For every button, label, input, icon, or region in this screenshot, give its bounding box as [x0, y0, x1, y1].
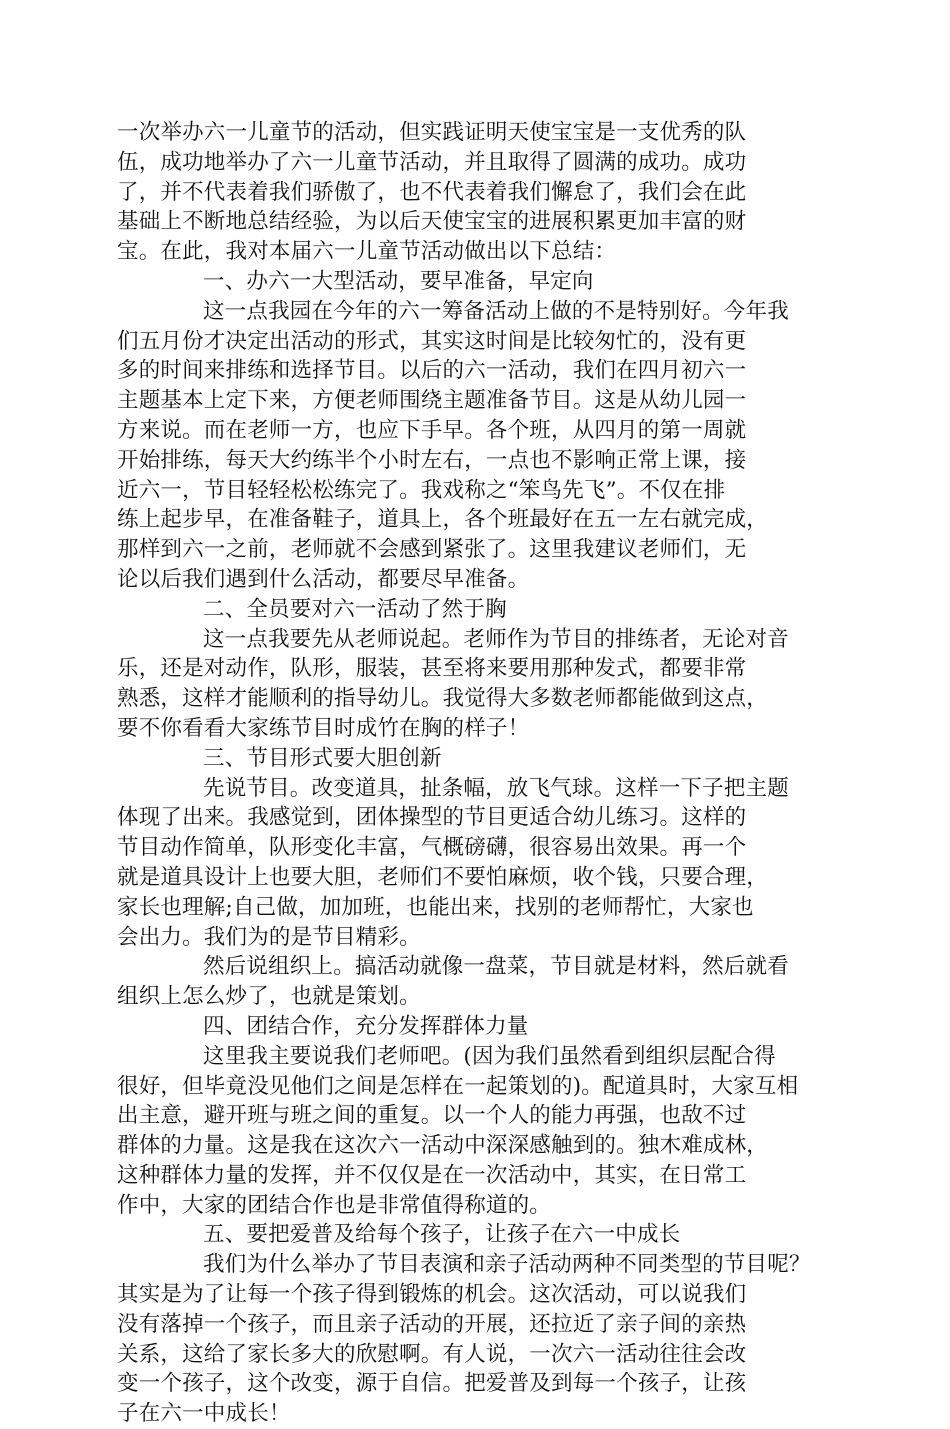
- text-line: 家长也理解;自己做，加加班，也能出来，找别的老师帮忙，大家也: [117, 894, 754, 920]
- text-line: 们五月份才决定出活动的形式，其实这时间是比较匆忙的，没有更: [117, 328, 747, 354]
- text-line: 宝。在此，我对本届六一儿童节活动做出以下总结：: [117, 239, 617, 265]
- paragraph-first-line: 这一点我要先从老师说起。老师作为节目的排练者，无论对音: [203, 626, 789, 652]
- text-line: 那样到六一之前，老师就不会感到紧张了。这里我建议老师们，无: [117, 537, 747, 563]
- text-line: 会出力。我们为的是节目精彩。: [117, 924, 421, 950]
- text-line: 熟悉，这样才能顺利的指导幼儿。我觉得大多数老师都能做到这点，: [117, 686, 769, 712]
- paragraph-first-line: 二、全员要对六一活动了然于胸: [203, 596, 507, 622]
- paragraph-first-line: 这一点我园在今年的六一筹备活动上做的不是特别好。今年我: [203, 298, 789, 324]
- text-line: 节目动作简单，队形变化丰富，气概磅礴，很容易出效果。再一个: [117, 835, 747, 861]
- text-line: 一次举办六一儿童节的活动，但实践证明天使宝宝是一支优秀的队: [117, 120, 747, 145]
- text-line: 关系，这给了家长多大的欣慰啊。有人说，一次六一活动往往会改: [117, 1341, 747, 1367]
- text-line: 乐，还是对动作，队形，服装，甚至将来要用那种发式，都要非常: [117, 656, 747, 682]
- text-line: 了，并不代表着我们骄傲了，也不代表着我们懈怠了，我们会在此: [117, 179, 747, 205]
- paragraph-first-line: 三、节目形式要大胆创新: [203, 745, 442, 771]
- text-line: 没有落掉一个孩子，而且亲子活动的开展，还拉近了亲子间的亲热: [117, 1311, 747, 1337]
- text-line: 组织上怎么炒了，也就是策划。: [117, 984, 421, 1010]
- text-line: 出主意，避开班与班之间的重复。以一个人的能力再强，也敌不过: [117, 1103, 747, 1129]
- text-line: 子在六一中成长！: [117, 1401, 291, 1427]
- text-line: 很好，但毕竟没见他们之间是怎样在一起策划的)。配道具时，大家互相: [117, 1073, 799, 1099]
- text-line: 要不你看看大家练节目时成竹在胸的样子！: [117, 715, 530, 741]
- text-line: 主题基本上定下来，方便老师围绕主题准备节目。这是从幼儿园一: [117, 388, 747, 414]
- paragraph-first-line: 先说节目。改变道具，扯条幅，放飞气球。这样一下子把主题: [203, 775, 789, 801]
- text-line: 作中，大家的团结合作也是非常值得称道的。: [117, 1192, 552, 1218]
- text-line: 这种群体力量的发挥，并不仅仅是在一次活动中，其实，在日常工: [117, 1162, 747, 1188]
- paragraph-first-line: 五、要把爱普及给每个孩子，让孩子在六一中成长: [203, 1222, 681, 1248]
- paragraph-first-line: 一、办六一大型活动，要早准备，早定向: [203, 268, 594, 294]
- document-page: [117, 118, 817, 1429]
- text-line: 论以后我们遇到什么活动，都要尽早准备。: [117, 566, 530, 592]
- text-line: 其实是为了让每一个孩子得到锻炼的机会。这次活动，可以说我们: [117, 1282, 747, 1308]
- text-line: 变一个孩子，这个改变，源于自信。把爱普及到每一个孩子，让孩: [117, 1371, 747, 1397]
- text-line: 多的时间来排练和选择节目。以后的六一活动，我们在四月初六一: [117, 358, 747, 384]
- text-line: 开始排练，每天大约练半个小时左右，一点也不影响正常上课，接: [117, 447, 747, 473]
- text-line: 练上起步早，在准备鞋子，道具上，各个班最好在五一左右就完成，: [117, 507, 769, 533]
- paragraph-first-line: 然后说组织上。搞活动就像一盘菜，节目就是材料，然后就看: [203, 954, 789, 980]
- text-line: 方来说。而在老师一方，也应下手早。各个班，从四月的第一周就: [117, 417, 747, 443]
- text-line: 就是道具设计上也要大胆，老师们不要怕麻烦，收个钱，只要合理，: [117, 864, 769, 890]
- text-line: 伍，成功地举办了六一儿童节活动，并且取得了圆满的成功。成功: [117, 149, 747, 175]
- text-line: 近六一，节目轻轻松松练完了。我戏称之“笨鸟先飞”。不仅在排: [117, 477, 726, 503]
- paragraph-first-line: 我们为什么举办了节目表演和亲子活动两种不同类型的节目呢？: [203, 1252, 811, 1278]
- paragraph-first-line: 四、团结合作，充分发挥群体力量: [203, 1013, 529, 1039]
- text-line: 体现了出来。我感觉到，团体操型的节目更适合幼儿练习。这样的: [117, 805, 747, 831]
- text-line: 群体的力量。这是我在这次六一活动中深深感触到的。独木难成林，: [117, 1133, 769, 1159]
- paragraph-first-line: 这里我主要说我们老师吧。(因为我们虽然看到组织层配合得: [203, 1043, 776, 1069]
- text-line: 基础上不断地总结经验，为以后天使宝宝的进展积累更加丰富的财: [117, 209, 747, 235]
